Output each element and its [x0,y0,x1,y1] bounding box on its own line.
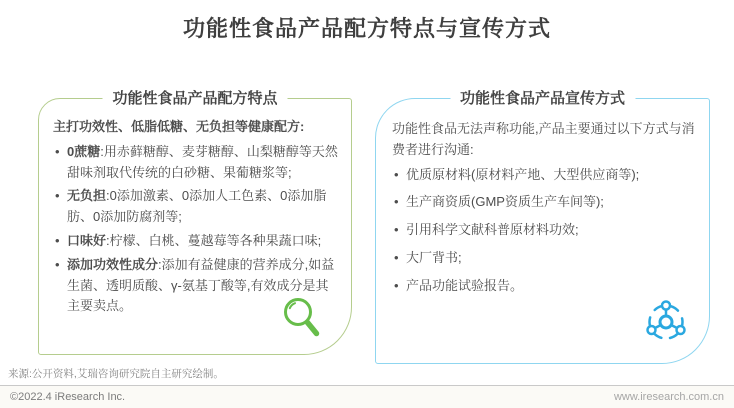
formula-features-panel [38,90,352,355]
promotion-list-item: • 生产商资质(GMP资质生产车间等); [392,192,695,213]
formula-bullet-list [53,142,339,317]
formula-panel-title: 功能性食品产品配方特点 [102,89,287,109]
hub-icon [641,296,691,351]
formula-list-item [53,231,339,252]
promotion-list-item: • 优质原材料(原材料产地、大型供应商等); [392,165,695,186]
promotion-intro: 功能性食品无法声称功能,产品主要通过以下方式与消费者进行沟通: [392,121,695,157]
source-note: 来源:公开资料,艾瑞咨询研究院自主研究绘制。 [8,368,224,380]
promotion-list-item: • 大厂背书; [392,248,695,269]
promotion-panel-title: 功能性食品产品宣传方式 [450,89,635,109]
formula-text: :柠檬、白桃、蔓越莓等各种果蔬口味; [106,232,322,248]
footer-website-link[interactable]: www.iresearch.com.cn [613,391,724,403]
formula-text: :0添加激素、0添加人工色素、0添加脂肪、0添加防腐剂等; [67,188,327,225]
promotion-list-item: • 引用科学文献科普原材料功效; [392,220,695,241]
formula-list-item [53,186,339,228]
footer-copyright: ©2022.4 iResearch Inc. [10,391,126,403]
formula-term: 无负担 [67,188,107,204]
formula-list-item [53,142,339,184]
formula-text: :添加有益健康的营养成分,如益生菌、透明质酸、γ-氨基丁酸等,有效成分是其主要卖点。 [67,256,335,314]
promotion-list-item: • 产品功能试验报告。 [392,276,695,297]
promotion-methods-panel [375,90,710,364]
formula-term: 0蔗糖 [67,143,101,159]
promotion-bullet-list [392,165,695,297]
magnifier-icon [279,295,325,346]
formula-panel-body [39,99,351,317]
formula-intro: 主打功效性、低脂低糖、无负担等健康配方: [53,119,305,134]
formula-term: 口味好 [67,232,107,248]
promotion-panel-body [376,99,709,297]
formula-text: :用赤藓糖醇、麦芽糖醇、山梨糖醇等天然甜味剂取代传统的白砂糖、果葡糖浆等; [67,143,338,180]
footer-bar [0,385,734,408]
page-title: 功能性食品产品配方特点与宣传方式 [182,16,551,41]
formula-term: 添加功效性成分 [67,256,159,272]
